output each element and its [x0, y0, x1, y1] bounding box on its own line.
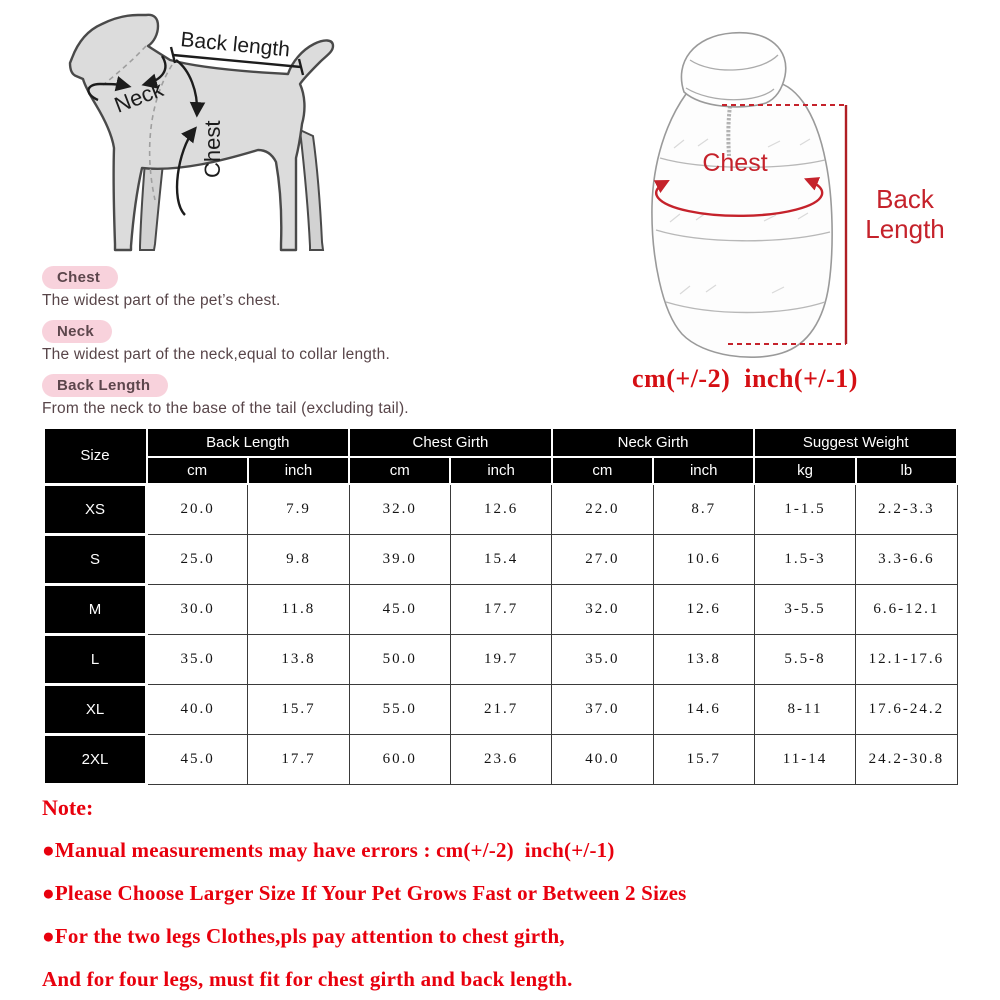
table-cell: 55.0: [349, 684, 450, 734]
table-cell: 8.7: [653, 484, 754, 534]
table-cell: 60.0: [349, 734, 450, 784]
dog-chest-label: Chest: [200, 120, 225, 178]
size-row-header: S: [44, 534, 147, 584]
definition-back-length: [42, 374, 602, 419]
chest-definition-text: The widest part of the pet’s chest.: [42, 292, 281, 309]
vest-chest-label: Chest: [702, 149, 768, 177]
table-cell: 10.6: [653, 534, 754, 584]
table-cell: 17.7: [450, 584, 551, 634]
table-row: [44, 534, 958, 584]
table-cell: 45.0: [349, 584, 450, 634]
size-row-header: XL: [44, 684, 147, 734]
table-cell: 19.7: [450, 634, 551, 684]
table-row: [44, 484, 958, 534]
table-cell: 21.7: [450, 684, 551, 734]
table-row: [44, 684, 958, 734]
chest-term-pill: Chest: [42, 266, 118, 289]
back-length-group-header: Back Length: [147, 428, 350, 457]
unit-header: cm: [349, 457, 450, 484]
vest-back-length-label-line1: Back: [876, 184, 934, 214]
table-cell: 15.7: [248, 684, 349, 734]
dog-neck-label: Neck: [110, 76, 167, 118]
table-cell: 12.6: [653, 584, 754, 634]
unit-header: cm: [147, 457, 248, 484]
table-cell: 27.0: [552, 534, 653, 584]
dog-back-length-label: Back length: [179, 28, 291, 62]
table-cell: 11.8: [248, 584, 349, 634]
size-row-header: 2XL: [44, 734, 147, 784]
table-cell: 24.2-30.8: [856, 734, 957, 784]
table-cell: 11-14: [754, 734, 855, 784]
definitions-section: [42, 266, 602, 428]
table-cell: 13.8: [248, 634, 349, 684]
notes-section: [42, 795, 972, 1000]
size-row-header: L: [44, 634, 147, 684]
back-length-definition-text: From the neck to the base of the tail (excluding tail).: [42, 400, 409, 417]
unit-header: inch: [248, 457, 349, 484]
table-cell: 15.4: [450, 534, 551, 584]
table-cell: 32.0: [349, 484, 450, 534]
table-cell: 30.0: [147, 584, 248, 634]
table-cell: 35.0: [147, 634, 248, 684]
note-line: ●For the two legs Clothes,pls pay attention to chest girth,: [42, 924, 565, 948]
table-cell: 23.6: [450, 734, 551, 784]
table-cell: 3.3-6.6: [856, 534, 957, 584]
table-cell: 8-11: [754, 684, 855, 734]
table-row: [44, 634, 958, 684]
table-cell: 17.7: [248, 734, 349, 784]
table-row: [44, 734, 958, 784]
table-cell: 50.0: [349, 634, 450, 684]
table-cell: 32.0: [552, 584, 653, 634]
table-cell: 6.6-12.1: [856, 584, 957, 634]
note-line: ●Manual measurements may have errors : cm(+/-2) inch(+/-1): [42, 838, 615, 862]
table-row: [44, 584, 958, 634]
unit-header: lb: [856, 457, 957, 484]
table-cell: 40.0: [552, 734, 653, 784]
size-table: [42, 427, 958, 786]
size-corner-header: Size: [44, 428, 147, 484]
table-cell: 45.0: [147, 734, 248, 784]
table-cell: 37.0: [552, 684, 653, 734]
dog-far-rear-leg: [300, 130, 323, 250]
size-row-header: XS: [44, 484, 147, 534]
table-cell: 12.1-17.6: [856, 634, 957, 684]
table-cell: 1.5-3: [754, 534, 855, 584]
table-cell: 25.0: [147, 534, 248, 584]
unit-header: cm: [552, 457, 653, 484]
back-length-term-pill: Back Length: [42, 374, 168, 397]
neck-term-pill: Neck: [42, 320, 112, 343]
vest-measure-diagram: [622, 10, 962, 362]
unit-header: kg: [754, 457, 855, 484]
table-cell: 2.2-3.3: [856, 484, 957, 534]
unit-header: inch: [450, 457, 551, 484]
table-cell: 15.7: [653, 734, 754, 784]
table-cell: 22.0: [552, 484, 653, 534]
suggest-weight-group-header: Suggest Weight: [754, 428, 957, 457]
table-cell: 1-1.5: [754, 484, 855, 534]
table-cell: 40.0: [147, 684, 248, 734]
table-cell: 39.0: [349, 534, 450, 584]
table-cell: 35.0: [552, 634, 653, 684]
table-cell: 13.8: [653, 634, 754, 684]
table-cell: 7.9: [248, 484, 349, 534]
table-group-header-row: [44, 428, 958, 457]
table-cell: 20.0: [147, 484, 248, 534]
table-cell: 12.6: [450, 484, 551, 534]
dog-measure-diagram: [30, 0, 350, 260]
note-line: And for four legs, must fit for chest girth and back length.: [42, 967, 573, 991]
table-cell: 17.6-24.2: [856, 684, 957, 734]
table-cell: 14.6: [653, 684, 754, 734]
table-cell: 5.5-8: [754, 634, 855, 684]
chest-girth-group-header: Chest Girth: [349, 428, 552, 457]
vest-back-length-label-line2: Length: [865, 214, 945, 244]
table-cell: 3-5.5: [754, 584, 855, 634]
neck-girth-group-header: Neck Girth: [552, 428, 755, 457]
table-cell: 9.8: [248, 534, 349, 584]
unit-header: inch: [653, 457, 754, 484]
size-row-header: M: [44, 584, 147, 634]
tolerance-note: cm(+/-2) inch(+/-1): [632, 364, 858, 393]
definition-chest: [42, 266, 602, 311]
notes-heading: Note:: [42, 795, 94, 820]
definition-neck: [42, 320, 602, 365]
table-unit-header-row: [44, 457, 958, 484]
note-line: ●Please Choose Larger Size If Your Pet Grows Fast or Between 2 Sizes: [42, 881, 687, 905]
vest-body: [652, 81, 832, 357]
neck-definition-text: The widest part of the neck,equal to collar length.: [42, 346, 390, 363]
